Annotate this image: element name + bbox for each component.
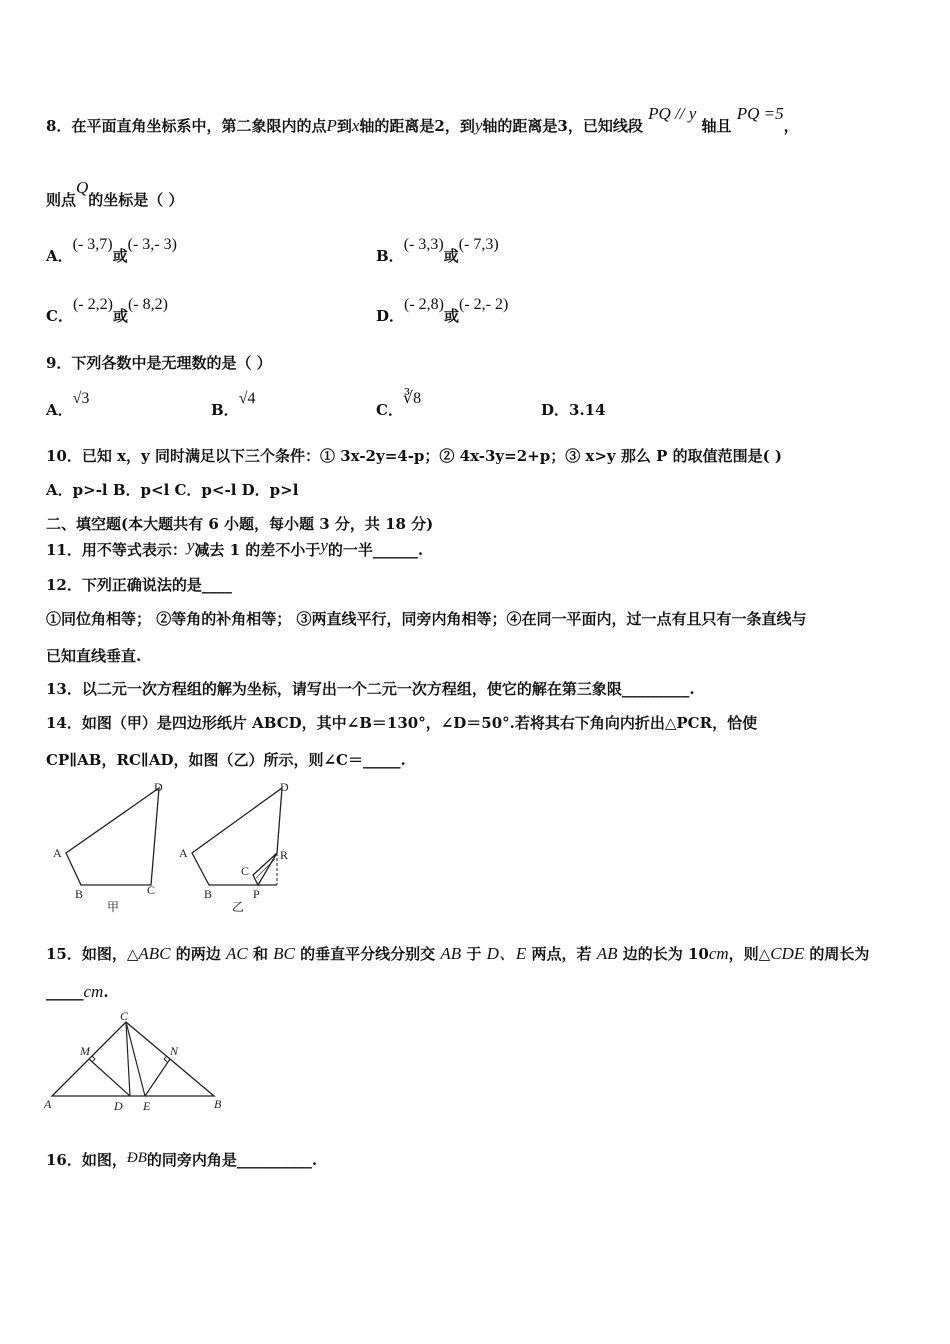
q10-stem: 10．已知 x，y 同时满足以下三个条件：① 3x-2y=4-p；② 4x-3y=2+p；③ x>y 那么 P 的取值范围是( ) (46, 447, 783, 465)
q11: 11．用不等式表示：y减去 1 的差不小于y的一半______. (46, 536, 424, 559)
fig-jia-label-B: B (75, 887, 84, 901)
fig-jia-label-A: A (53, 846, 62, 860)
q8-option-d[interactable]: D．(- 2,8)或(- 2,- 2) (376, 296, 509, 325)
fig-yi-outline (192, 788, 282, 885)
fig-yi-hatch-2 (256, 859, 275, 878)
q15-line2: _____cm. (46, 982, 109, 1001)
q12-statements: ①同位角相等； ②等角的补角相等； ③两直线平行，同旁内角相等；④在同一平面内，过一点有且只有一条直线与 (46, 610, 807, 628)
q8-option-a[interactable]: A．(- 3,7)或(- 3,- 3) (46, 236, 177, 265)
fig15-label-A: A (44, 1097, 52, 1111)
q8-option-c[interactable]: C．(- 2,2)或(- 8,2) (46, 296, 168, 325)
q16: 16．如图，ÐB的同旁内角是__________. (46, 1150, 318, 1169)
fig15-label-E: E (143, 1099, 151, 1113)
q15-line1: 15．如图，△ABC 的两边 AC 和 BC 的垂直平分线分别交 AB 于 D、E 两点，若 AB 边的长为 10cm，则△CDE 的周长为 (46, 944, 870, 963)
fig15-label-N: N (170, 1044, 179, 1058)
q14-line2: CP∥AB，RC∥AD，如图（乙）所示，则∠C＝_____. (46, 751, 406, 769)
right-angle-M (92, 1056, 95, 1062)
q9-option-c[interactable]: C．∛8 (376, 390, 422, 419)
right-angle-N (164, 1056, 167, 1062)
fig-yi-label-P: P (253, 887, 260, 901)
q8-line2: 则点Q的坐标是（ ） (46, 178, 184, 209)
fig-jia-quadrilateral (66, 788, 159, 885)
q14-line1: 14．如图（甲）是四边形纸片 ABCD，其中∠B＝130°，∠D＝50°.若将其右下角向内折出△PCR，恰使 (46, 714, 758, 732)
q10-options: A．p>-l B．p<l C．p<-l D．p>l (46, 481, 299, 499)
fig-yi-label-D: D (280, 780, 289, 794)
fig-yi-label-R: R (280, 848, 289, 862)
q8-var-Q: Q (76, 178, 89, 197)
q14-figures (48, 778, 318, 918)
fig15-label-M: M (80, 1044, 90, 1058)
fig-yi-label-A: A (179, 846, 188, 860)
triangle-ABC (52, 1022, 214, 1096)
fig-yi-label-B: B (204, 887, 213, 901)
q9-option-d[interactable]: D．3.14 (541, 401, 606, 419)
bisector-NE (145, 1059, 170, 1096)
fig-jia-label-C: C (147, 883, 156, 897)
q8-line1: 8．在平面直角坐标系中，第二象限内的点P到x轴的距离是2，到y轴的距离是3，已知线段 PQ // y 轴且 PQ =5， (46, 104, 799, 135)
q8-math-length: PQ =5 (736, 104, 784, 123)
q12-stem: 12．下列正确说法的是____ (46, 576, 232, 594)
q12-statements-cont: 已知直线垂直. (46, 647, 142, 665)
fig-yi-label-C: C (241, 864, 250, 878)
q8-var-x: x (351, 116, 360, 135)
q8-math-parallel: PQ // y (648, 104, 697, 123)
q8-option-b[interactable]: B．(- 3,3)或(- 7,3) (376, 236, 499, 265)
section-heading: 二、填空题(本大题共有 6 小题，每小题 3 分，共 18 分) (46, 515, 434, 533)
fig-jia-caption: 甲 (107, 900, 120, 914)
fig-yi-caption: 乙 (232, 900, 245, 914)
q8-var-P: P (326, 116, 337, 135)
q9-option-b[interactable]: B．√4 (211, 390, 256, 419)
q15-figure (42, 1008, 232, 1118)
fig-jia-label-D: D (154, 780, 163, 794)
bisector-MD (89, 1059, 130, 1096)
fig15-label-C: C (120, 1009, 129, 1023)
q9-stem: 9．下列各数中是无理数的是（ ） (46, 354, 272, 372)
fig15-label-D: D (114, 1099, 123, 1113)
q13: 13．以二元一次方程组的解为坐标，请写出一个二元一次方程组，使它的解在第三象限_________. (46, 680, 695, 698)
fig15-label-B: B (214, 1097, 222, 1111)
q9-option-a[interactable]: A．√3 (46, 390, 90, 419)
q8-var-y: y (474, 116, 483, 135)
fig-yi-hatch-1 (253, 853, 277, 875)
